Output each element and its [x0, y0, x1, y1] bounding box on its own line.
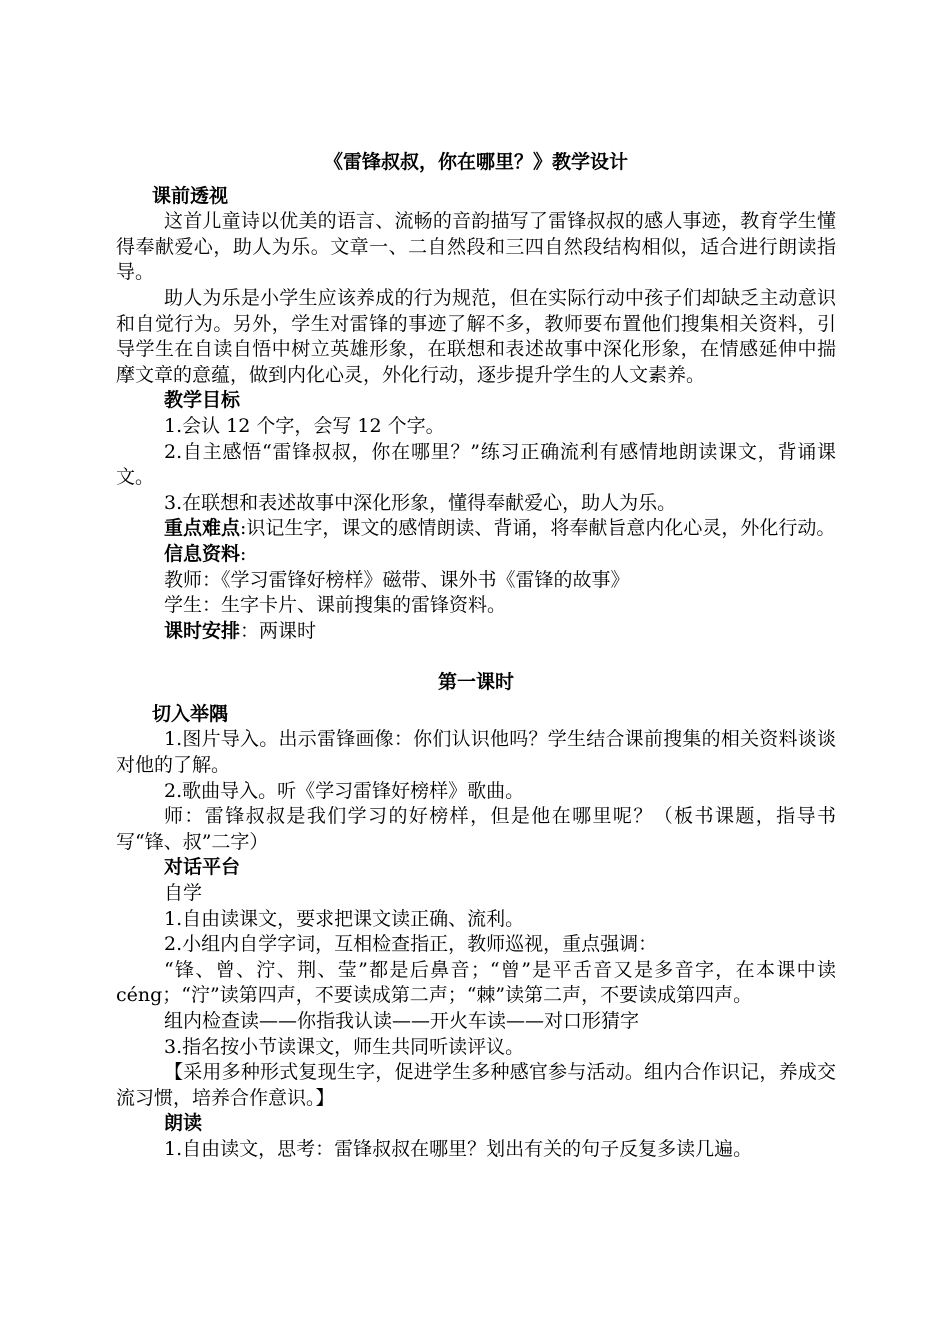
- intro-item-3: 师：雷锋叔叔是我们学习的好榜样，但是他在哪里呢？（板书课题，指导书写“锋、叔”二字）: [116, 805, 836, 853]
- document-title: 《雷锋叔叔，你在哪里？》教学设计: [323, 151, 628, 173]
- schedule: [116, 619, 836, 645]
- lesson1-title: 第一课时: [437, 671, 514, 694]
- dialogue-item-4: 组内检查读——你指我认读——开火车读——对口形猜字: [164, 1010, 640, 1032]
- intro-item-1: 1.图片导入。出示雷锋画像：你们认识他吗？学生结合课前搜集的相关资料谈谈对他的了解。: [116, 728, 836, 777]
- goal-item-2: 2.自主感悟“雷锋叔叔，你在哪里？”练习正确流利有感情地朗读课文，背诵课文。: [116, 440, 836, 489]
- goal-item-1: 1.会认 12 个字，会写 12 个字。: [164, 414, 445, 437]
- preview-paragraph-2: 助人为乐是小学生应该养成的行为规范，但在实际行动中孩子们却缺乏主动意识和自觉行为。另外，学生对雷锋的事迹了解不多，教师要布置他们搜集相关资料，引导学生在自读自悟中树立英雄形象，在联想和表述故事中深化形象，在情感延伸中揣摩文章的意蕴，做到内化心灵，外化行动，逐步提升学生的人文素养。: [116, 286, 836, 386]
- key-points-label: 重点难点: [164, 517, 241, 540]
- schedule-text: ：两课时: [240, 619, 317, 642]
- goal-item-3: 3.在联想和表述故事中深化形象，懂得奉献爱心，助人为乐。: [164, 491, 677, 514]
- dialogue-item-3: “锋、曾、泞、荆、莹”都是后鼻音；“曾”是平舌音又是多音字，在本课中读céng；“泞”读第四声，不要读成第二声；“棘”读第二声，不要读成第四声。: [116, 958, 836, 1007]
- heading-reading: 朗读: [164, 1112, 203, 1135]
- document-page: [116, 150, 836, 1163]
- preview-paragraph-1: 这首儿童诗以优美的语言、流畅的音韵描写了雷锋叔叔的感人事迹，教育学生懂得奉献爱心，助人为乐。文章一、二自然段和三四自然段结构相似，适合进行朗读指导。: [116, 210, 836, 284]
- dialogue-item-2: 2.小组内自学字词，互相检查指正，教师巡视，重点强调：: [164, 933, 658, 956]
- materials-teacher: 教师：《学习雷锋好榜样》磁带、课外书《雷锋的故事》: [164, 568, 630, 591]
- dialogue-item-6: 【采用多种形式复现生字，促进学生多种感官参与活动。组内合作识记，养成交流习惯，培养合作意识。】: [116, 1061, 836, 1109]
- materials-suffix: :: [240, 542, 247, 565]
- heading-dialogue: 对话平台: [164, 856, 241, 879]
- reading-item-1: 1.自由读文，思考：雷锋叔叔在哪里？划出有关的句子反复多读几遍。: [164, 1137, 753, 1160]
- dialogue-item-5: 3.指名按小节读课文，师生共同听读评议。: [164, 1035, 525, 1058]
- materials-label: 信息资料: [164, 542, 241, 565]
- schedule-label: 课时安排: [164, 619, 241, 642]
- materials-student: 学生：生字卡片、课前搜集的雷锋资料。: [164, 594, 507, 617]
- key-points-text: :识记生字，课文的感情朗读、背诵，将奉献旨意内化心灵，外化行动。: [240, 517, 836, 540]
- heading-intro: 切入举隅: [152, 702, 229, 725]
- heading-preview: 课前透视: [152, 184, 229, 207]
- heading-goals: 教学目标: [164, 389, 241, 412]
- materials-heading: [116, 542, 836, 568]
- dialogue-item-1: 1.自由读课文，要求把课文读正确、流利。: [164, 907, 525, 930]
- dialogue-sub: 自学: [164, 882, 203, 905]
- key-points: [116, 516, 836, 542]
- intro-item-2: 2.歌曲导入。听《学习雷锋好榜样》歌曲。: [164, 779, 525, 802]
